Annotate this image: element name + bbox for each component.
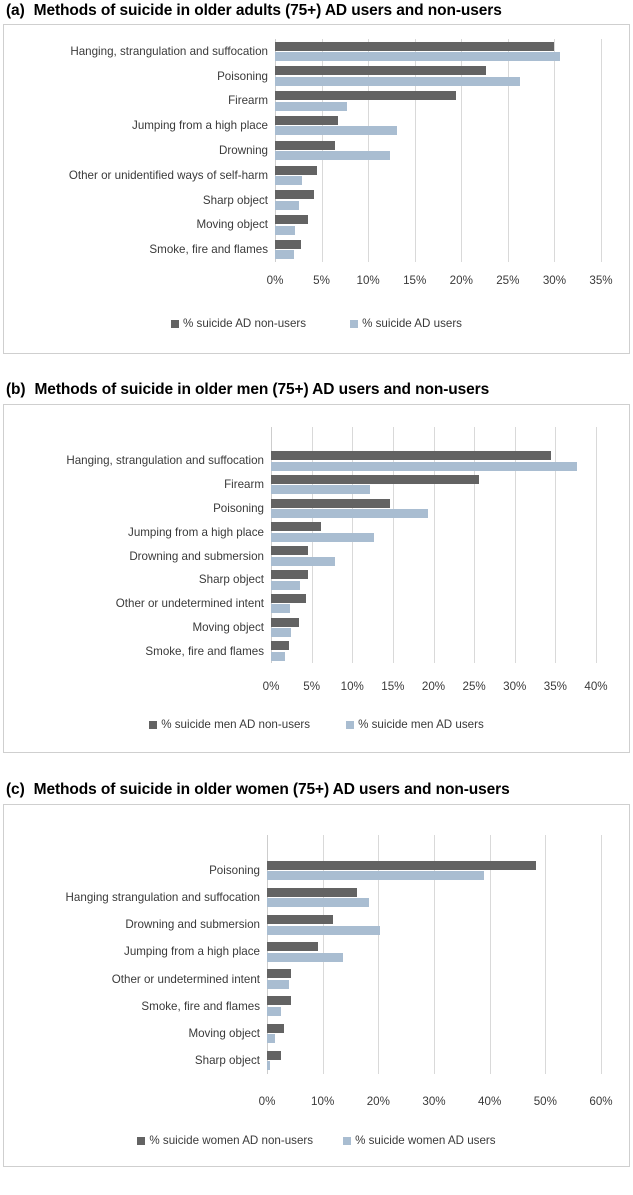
- panel-c-tag: (c): [6, 781, 25, 798]
- bar-row: [267, 911, 601, 938]
- bar-row: [267, 1047, 601, 1074]
- x-axis-tick: 10%: [311, 1095, 335, 1108]
- bar-non-users: [275, 42, 554, 51]
- bar-users: [271, 652, 285, 661]
- cat-label: Smoke, fire and flames: [149, 243, 268, 257]
- bar-users: [275, 77, 520, 86]
- bar-row: [267, 1020, 601, 1047]
- gridline: [601, 39, 602, 262]
- chart-b-x-axis: [262, 680, 608, 700]
- x-axis-tick: 0%: [258, 1095, 276, 1108]
- legend-label: % suicide AD non-users: [183, 317, 307, 330]
- bar-users: [267, 1007, 281, 1016]
- bar-row: [275, 237, 601, 262]
- bar-row: [267, 966, 601, 993]
- x-axis-tick: 60%: [589, 1095, 613, 1108]
- bar-row: [271, 568, 596, 592]
- bar-users: [271, 509, 428, 518]
- bar-non-users: [275, 240, 301, 249]
- legend-label: % suicide women AD users: [355, 1134, 496, 1147]
- bar-users: [275, 52, 560, 61]
- bar-non-users: [275, 141, 335, 150]
- bar-users: [275, 226, 295, 235]
- bar-users: [271, 485, 370, 494]
- cat-label: Sharp object: [194, 1053, 260, 1067]
- cat-label: Sharp object: [202, 193, 268, 207]
- legend-label: % suicide AD users: [362, 317, 462, 330]
- x-axis-tick: 10%: [340, 680, 364, 693]
- legend-swatch-icon: [171, 320, 179, 328]
- x-axis-tick: 30%: [503, 680, 527, 693]
- bar-non-users: [267, 969, 291, 978]
- x-axis-tick: 25%: [496, 274, 520, 287]
- bar-non-users: [271, 570, 308, 579]
- legend-item-users: [346, 718, 484, 731]
- chart-a-frame: [3, 24, 630, 354]
- cat-label: Moving object: [188, 1026, 260, 1040]
- bar-row: [271, 592, 596, 616]
- panel-a-title-text: Methods of suicide in older adults (75+) AD users and non-users: [33, 2, 502, 19]
- x-axis-tick: 0%: [262, 680, 280, 693]
- legend-item-users: [343, 1134, 495, 1147]
- bar-non-users: [267, 888, 357, 897]
- bar-users: [271, 557, 335, 566]
- bar-users: [267, 953, 343, 962]
- legend-swatch-icon: [346, 721, 354, 729]
- cat-label: Smoke, fire and flames: [145, 644, 264, 658]
- bar-row: [275, 163, 601, 188]
- bar-row: [267, 993, 601, 1020]
- bar-users: [267, 980, 289, 989]
- bar-row: [275, 138, 601, 163]
- panel-c-title-text: Methods of suicide in older women (75+) AD users and non-users: [33, 781, 510, 798]
- x-axis-tick: 35%: [589, 274, 613, 287]
- cat-label: Moving object: [192, 620, 264, 634]
- chart-c-bars-area: [267, 835, 601, 1074]
- legend-swatch-icon: [137, 1137, 145, 1145]
- chart-c-rows: [267, 857, 601, 1074]
- bar-row: [271, 520, 596, 544]
- chart-b-category-labels: [4, 449, 270, 663]
- legend-item-non-users: [149, 718, 310, 731]
- cat-label: Jumping from a high place: [124, 945, 260, 959]
- bar-users: [267, 871, 484, 880]
- cat-label: Other or unidentified ways of self-harm: [68, 168, 268, 182]
- chart-a-bars-area: [275, 39, 601, 262]
- x-axis-tick: 35%: [543, 680, 567, 693]
- bar-users: [275, 151, 390, 160]
- bar-row: [275, 188, 601, 213]
- cat-label: Moving object: [196, 218, 268, 232]
- bar-non-users: [271, 475, 479, 484]
- cat-label: Other or undetermined intent: [111, 972, 260, 986]
- legend-swatch-icon: [350, 320, 358, 328]
- cat-label: Hanging, strangulation and suffocation: [66, 454, 264, 468]
- chart-c-frame: [3, 804, 630, 1167]
- cat-label: Firearm: [224, 478, 264, 492]
- bar-row: [275, 113, 601, 138]
- bar-row: [271, 497, 596, 521]
- cat-label: Drowning and submersion: [129, 549, 264, 563]
- legend-item-non-users: [171, 317, 306, 330]
- cat-label: Drowning and submersion: [125, 918, 260, 932]
- x-axis-tick: 50%: [533, 1095, 557, 1108]
- bar-non-users: [271, 594, 306, 603]
- bar-row: [275, 89, 601, 114]
- bar-non-users: [275, 91, 456, 100]
- x-axis-tick: 20%: [366, 1095, 390, 1108]
- panel-b-title-text: Methods of suicide in older men (75+) AD users and non-users: [34, 381, 490, 398]
- panel-a: [0, 2, 633, 354]
- bar-users: [275, 176, 302, 185]
- chart-b-rows: [271, 449, 596, 663]
- bar-row: [275, 212, 601, 237]
- legend-label: % suicide men AD non-users: [161, 718, 311, 731]
- legend-item-non-users: [137, 1134, 313, 1147]
- bar-row: [271, 615, 596, 639]
- gridline: [596, 427, 597, 663]
- gridline: [601, 835, 602, 1074]
- x-axis-tick: 30%: [422, 1095, 446, 1108]
- panel-b-title: [0, 381, 633, 399]
- chart-c-category-labels: [4, 857, 266, 1074]
- panel-a-tag: (a): [6, 2, 25, 19]
- cat-label: Drowning: [219, 144, 268, 158]
- bar-non-users: [275, 190, 314, 199]
- legend-swatch-icon: [149, 721, 157, 729]
- cat-label: Poisoning: [213, 501, 264, 515]
- x-axis-tick: 5%: [303, 680, 321, 693]
- chart-b-frame: [3, 404, 630, 753]
- chart-c-plot: [4, 805, 629, 1108]
- x-axis-tick: 20%: [449, 274, 473, 287]
- bar-non-users: [275, 66, 486, 75]
- bar-row: [271, 544, 596, 568]
- bar-non-users: [275, 116, 338, 125]
- cat-label: Jumping from a high place: [128, 525, 264, 539]
- x-axis-tick: 5%: [313, 274, 330, 287]
- bar-non-users: [271, 499, 390, 508]
- bar-row: [271, 639, 596, 663]
- chart-a-category-labels: [4, 39, 274, 262]
- bar-non-users: [267, 1051, 281, 1060]
- chart-b-legend: [4, 718, 629, 731]
- bar-users: [271, 581, 300, 590]
- bar-non-users: [267, 861, 536, 870]
- legend-label: % suicide men AD users: [358, 718, 484, 731]
- bar-non-users: [271, 546, 308, 555]
- chart-b-plot: [4, 405, 629, 693]
- panel-c: [0, 781, 633, 1167]
- bar-non-users: [271, 641, 289, 650]
- cat-label: Hanging strangulation and suffocation: [65, 891, 260, 905]
- x-axis-tick: 15%: [403, 274, 427, 287]
- bar-non-users: [271, 451, 551, 460]
- cat-label: Sharp object: [198, 573, 264, 587]
- bar-users: [275, 126, 397, 135]
- x-axis-tick: 40%: [478, 1095, 502, 1108]
- x-axis-tick: 40%: [584, 680, 608, 693]
- cat-label: Poisoning: [209, 864, 260, 878]
- x-axis-tick: 30%: [542, 274, 567, 287]
- bar-row: [271, 473, 596, 497]
- bar-non-users: [271, 522, 321, 531]
- bar-non-users: [275, 215, 308, 224]
- bar-row: [275, 39, 601, 64]
- bar-row: [267, 857, 601, 884]
- bar-row: [271, 449, 596, 473]
- chart-a-x-axis: [266, 274, 613, 294]
- panel-b-tag: (b): [6, 381, 26, 398]
- bar-non-users: [271, 618, 299, 627]
- bar-non-users: [275, 166, 317, 175]
- panel-b: [0, 381, 633, 753]
- bar-users: [275, 250, 294, 259]
- chart-a-rows: [275, 39, 601, 262]
- legend-swatch-icon: [343, 1137, 351, 1145]
- bar-users: [271, 628, 291, 637]
- cat-label: Jumping from a high place: [132, 119, 268, 133]
- cat-label: Hanging, strangulation and suffocation: [70, 44, 268, 58]
- x-axis-tick: 0%: [266, 274, 284, 287]
- bar-row: [267, 884, 601, 911]
- bar-non-users: [267, 996, 291, 1005]
- bar-users: [267, 926, 380, 935]
- legend-label: % suicide women AD non-users: [149, 1134, 314, 1147]
- x-axis-tick: 20%: [421, 680, 446, 693]
- cat-label: Other or undetermined intent: [115, 597, 264, 611]
- bar-users: [275, 201, 299, 210]
- bar-row: [267, 938, 601, 965]
- bar-non-users: [267, 915, 333, 924]
- bar-users: [271, 462, 577, 471]
- bar-users: [267, 1034, 275, 1043]
- chart-c-legend: [4, 1134, 629, 1147]
- x-axis-tick: 10%: [356, 274, 380, 287]
- chart-b-bars-area: [271, 427, 596, 663]
- panel-c-title: [0, 781, 633, 799]
- bar-users: [271, 533, 374, 542]
- cat-label: Smoke, fire and flames: [141, 999, 260, 1013]
- cat-label: Firearm: [228, 94, 268, 108]
- bar-users: [271, 604, 290, 613]
- legend-item-users: [350, 317, 462, 330]
- bar-users: [267, 898, 369, 907]
- x-axis-tick: 15%: [381, 680, 405, 693]
- bar-row: [275, 64, 601, 89]
- chart-a-legend: [4, 317, 629, 330]
- panel-a-title: [0, 2, 633, 20]
- chart-c-x-axis: [258, 1095, 613, 1115]
- cat-label: Poisoning: [217, 69, 268, 83]
- x-axis-tick: 25%: [462, 680, 486, 693]
- bar-users: [267, 1061, 270, 1070]
- bar-users: [275, 102, 347, 111]
- bar-non-users: [267, 942, 318, 951]
- chart-a-plot: [4, 25, 629, 287]
- bar-non-users: [267, 1024, 284, 1033]
